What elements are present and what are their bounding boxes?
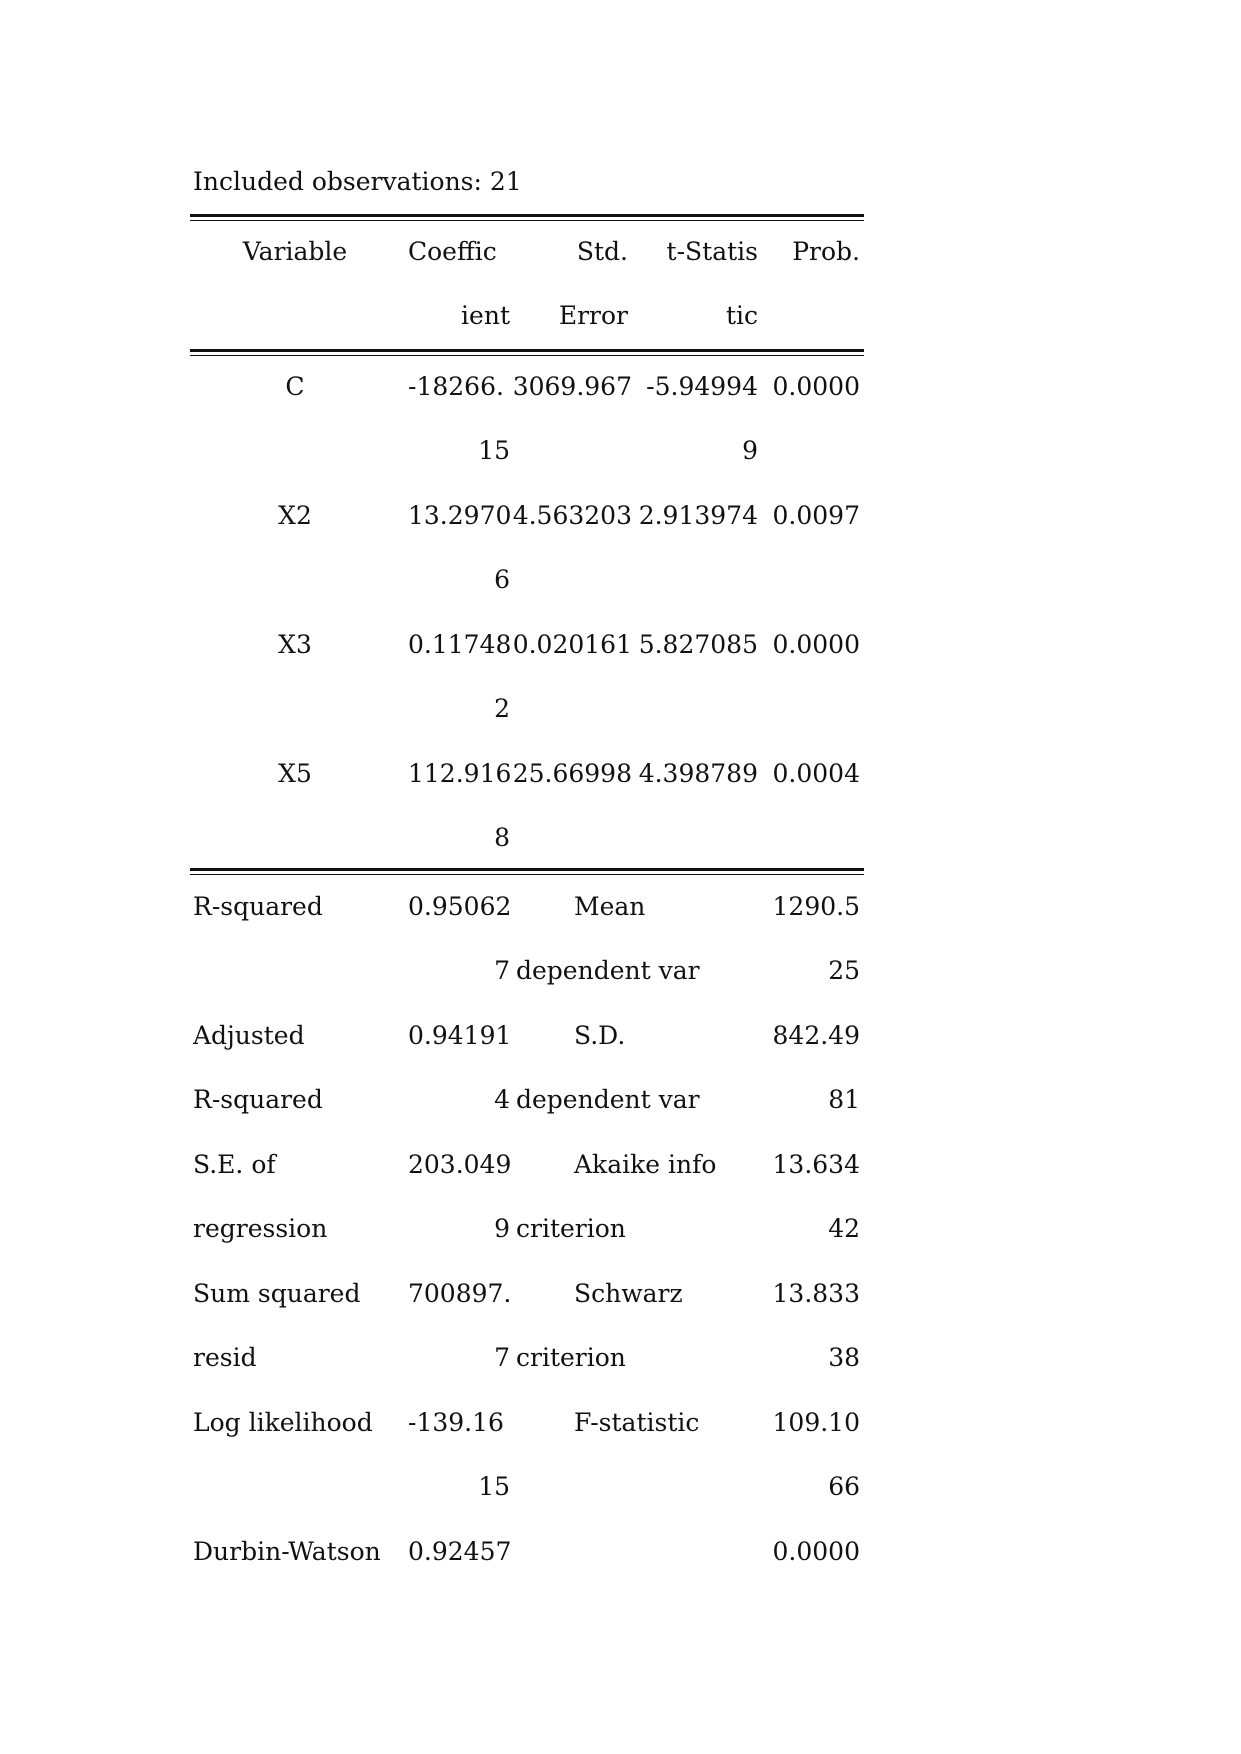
header-coefficient-line2: ient — [461, 301, 510, 330]
stat-name-value-wrap: 38 — [828, 1343, 860, 1372]
header-tstat-line1: t-Statis — [666, 237, 758, 266]
stat-name: Akaike info — [574, 1150, 717, 1179]
header-prob: Prob. — [792, 237, 860, 266]
top-double-rule — [190, 214, 864, 221]
header-double-rule — [190, 349, 864, 356]
row-coefficient-wrap: 8 — [494, 823, 510, 852]
stat-name-value-wrap: 42 — [828, 1214, 860, 1243]
stat-label-wrap: R-squared — [193, 1085, 323, 1114]
stat-value: 0.95062 — [408, 892, 512, 921]
stat-value: 0.92457 — [408, 1537, 512, 1566]
stat-value-wrap: 4 — [494, 1085, 510, 1114]
stat-label: Adjusted — [193, 1021, 305, 1050]
row-prob: 0.0000 — [772, 372, 860, 401]
row-variable: C — [285, 372, 305, 401]
stat-label-wrap: regression — [193, 1214, 328, 1243]
stat-value: 700897. — [408, 1279, 512, 1308]
row-variable: X5 — [278, 759, 312, 788]
stat-name-wrap: criterion — [516, 1343, 626, 1372]
row-prob: 0.0000 — [772, 630, 860, 659]
stat-label-wrap: resid — [193, 1343, 257, 1372]
row-coefficient: 0.11748 — [408, 630, 512, 659]
stat-name: Mean — [574, 892, 646, 921]
stat-name: Schwarz — [574, 1279, 683, 1308]
stat-value-wrap: 9 — [494, 1214, 510, 1243]
stat-name-value-wrap: 81 — [828, 1085, 860, 1114]
stat-name: F-statistic — [574, 1408, 700, 1437]
stat-label: R-squared — [193, 892, 323, 921]
stat-label: Log likelihood — [193, 1408, 373, 1437]
stat-name-wrap: dependent var — [516, 1085, 700, 1114]
stat-name-value: 13.634 — [772, 1150, 860, 1179]
row-variable: X3 — [278, 630, 312, 659]
stat-name-wrap: dependent var — [516, 956, 700, 985]
row-t-statistic: 2.913974 — [638, 501, 758, 530]
header-stderror-line2: Error — [558, 301, 628, 330]
stat-label: S.E. of — [193, 1150, 276, 1179]
stat-name-value: 13.833 — [772, 1279, 860, 1308]
row-coefficient: -18266. — [408, 372, 504, 401]
stat-label: Sum squared — [193, 1279, 361, 1308]
header-variable: Variable — [242, 237, 348, 266]
middle-double-rule — [190, 868, 864, 875]
row-t-statistic-wrap: 9 — [742, 436, 758, 465]
stat-name-wrap: criterion — [516, 1214, 626, 1243]
row-coefficient: 13.2970 — [408, 501, 512, 530]
stat-value-wrap: 15 — [478, 1472, 510, 1501]
header-tstat-line2: tic — [725, 301, 758, 330]
stat-value: -139.16 — [408, 1408, 504, 1437]
stat-name-value: 0.0000 — [772, 1537, 860, 1566]
header-coefficient-line1: Coeffic — [408, 237, 497, 266]
row-variable: X2 — [278, 501, 312, 530]
stat-value: 0.94191 — [408, 1021, 512, 1050]
stat-value-wrap: 7 — [494, 956, 510, 985]
row-t-statistic: 4.398789 — [638, 759, 758, 788]
stat-value-wrap: 7 — [494, 1343, 510, 1372]
observations-line: Included observations: 21 — [193, 167, 522, 196]
row-std-error: 3069.967 — [512, 372, 632, 401]
row-coefficient: 112.916 — [408, 759, 512, 788]
stat-name: S.D. — [574, 1021, 626, 1050]
row-t-statistic: -5.94994 — [646, 372, 758, 401]
row-coefficient-wrap: 2 — [494, 694, 510, 723]
row-coefficient-wrap: 6 — [494, 565, 510, 594]
stat-name-value-wrap: 25 — [828, 956, 860, 985]
row-prob: 0.0097 — [772, 501, 860, 530]
stat-value: 203.049 — [408, 1150, 512, 1179]
row-prob: 0.0004 — [772, 759, 860, 788]
row-std-error: 0.020161 — [512, 630, 632, 659]
row-std-error: 4.563203 — [512, 501, 632, 530]
stat-label: Durbin-Watson — [193, 1537, 381, 1566]
header-stderror-line1: Std. — [576, 237, 628, 266]
row-coefficient-wrap: 15 — [478, 436, 510, 465]
stat-name-value: 842.49 — [772, 1021, 860, 1050]
stat-name-value: 1290.5 — [772, 892, 860, 921]
row-std-error: 25.66998 — [512, 759, 632, 788]
row-t-statistic: 5.827085 — [638, 630, 758, 659]
stat-name-value-wrap: 66 — [828, 1472, 860, 1501]
stat-name-value: 109.10 — [772, 1408, 860, 1437]
